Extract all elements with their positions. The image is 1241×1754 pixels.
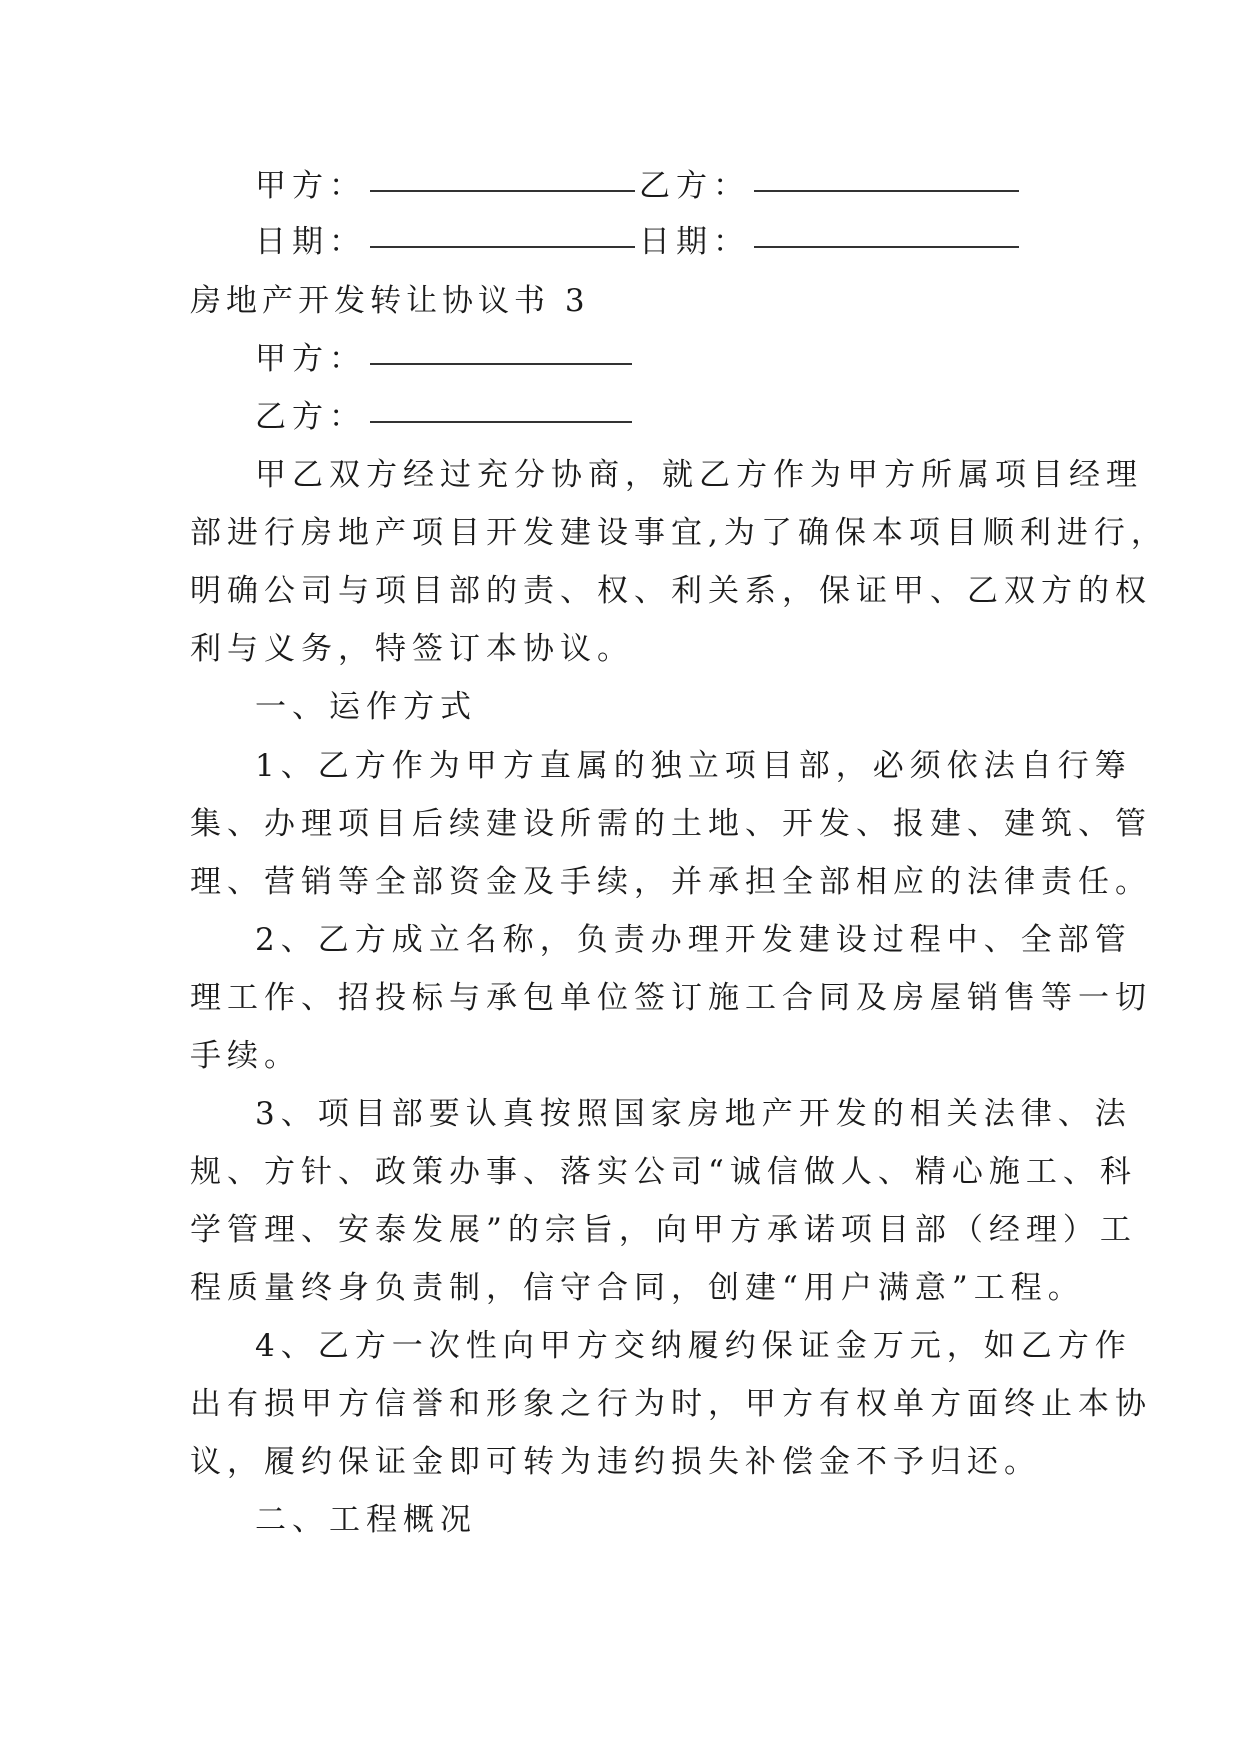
paragraph-line: 1、乙方作为甲方直属的独立项目部，必须依法自行筹 <box>255 748 1132 784</box>
signature-row-dates <box>255 222 1023 262</box>
date-a-blank <box>370 245 635 248</box>
party-b-signature-blank <box>754 189 1019 192</box>
parties-row-a <box>255 339 636 379</box>
party-a-signature-blank <box>370 189 635 192</box>
parties-row-b <box>255 397 636 437</box>
paragraph-line: 议，履约保证金即可转为违约损失补偿金不予归还。 <box>190 1444 1041 1480</box>
paragraph-line: 部进行房地产项目开发建设事宜,为了确保本项目顺利进行， <box>190 515 1168 551</box>
signature-row-parties <box>255 166 1023 206</box>
party-a-label: 甲方： <box>255 168 366 204</box>
paragraph-line: 2、乙方成立名称，负责办理开发建设过程中、全部管 <box>255 922 1132 958</box>
paragraph-line: 甲乙双方经过充分协商，就乙方作为甲方所属项目经理 <box>255 457 1143 493</box>
paragraph-line: 理工作、招投标与承包单位签订施工合同及房屋销售等一切 <box>190 980 1152 1016</box>
paragraph-line: 程质量终身负责制，信守合同，创建“用户满意”工程。 <box>190 1270 1085 1306</box>
paragraph-line: 3、项目部要认真按照国家房地产开发的相关法律、法 <box>255 1096 1132 1132</box>
paragraph-line: 出有损甲方信誉和形象之行为时，甲方有权单方面终止本协 <box>190 1386 1152 1422</box>
date-label-a: 日期： <box>255 224 366 260</box>
paragraph-line: 集、办理项目后续建设所需的土地、开发、报建、建筑、管 <box>190 806 1152 842</box>
party-b-label: 乙方： <box>639 168 750 204</box>
paragraph-line: 4、乙方一次性向甲方交纳履约保证金万元，如乙方作 <box>255 1328 1132 1364</box>
paragraph-line: 规、方针、政策办事、落实公司“诚信做人、精心施工、科 <box>190 1154 1137 1190</box>
party-b-blank <box>370 420 632 423</box>
section-heading: 二、工程概况 <box>255 1502 477 1538</box>
date-label-b: 日期： <box>639 224 750 260</box>
party-a-blank <box>370 362 632 365</box>
paragraph-line: 学管理、安泰发展”的宗旨，向甲方承诺项目部（经理）工 <box>190 1212 1137 1248</box>
date-b-blank <box>754 245 1019 248</box>
party-b-label-2: 乙方： <box>255 399 366 435</box>
paragraph-line: 明确公司与项目部的责、权、利关系，保证甲、乙双方的权 <box>190 573 1152 609</box>
doc-title: 房地产开发转让协议书 3 <box>190 283 590 319</box>
paragraph-line: 理、营销等全部资金及手续，并承担全部相应的法律责任。 <box>190 864 1152 900</box>
section-heading: 一、运作方式 <box>255 689 477 725</box>
paragraph-line: 利与义务，特签订本协议。 <box>190 631 634 667</box>
party-a-label-2: 甲方： <box>255 341 366 377</box>
paragraph-line: 手续。 <box>190 1038 301 1074</box>
